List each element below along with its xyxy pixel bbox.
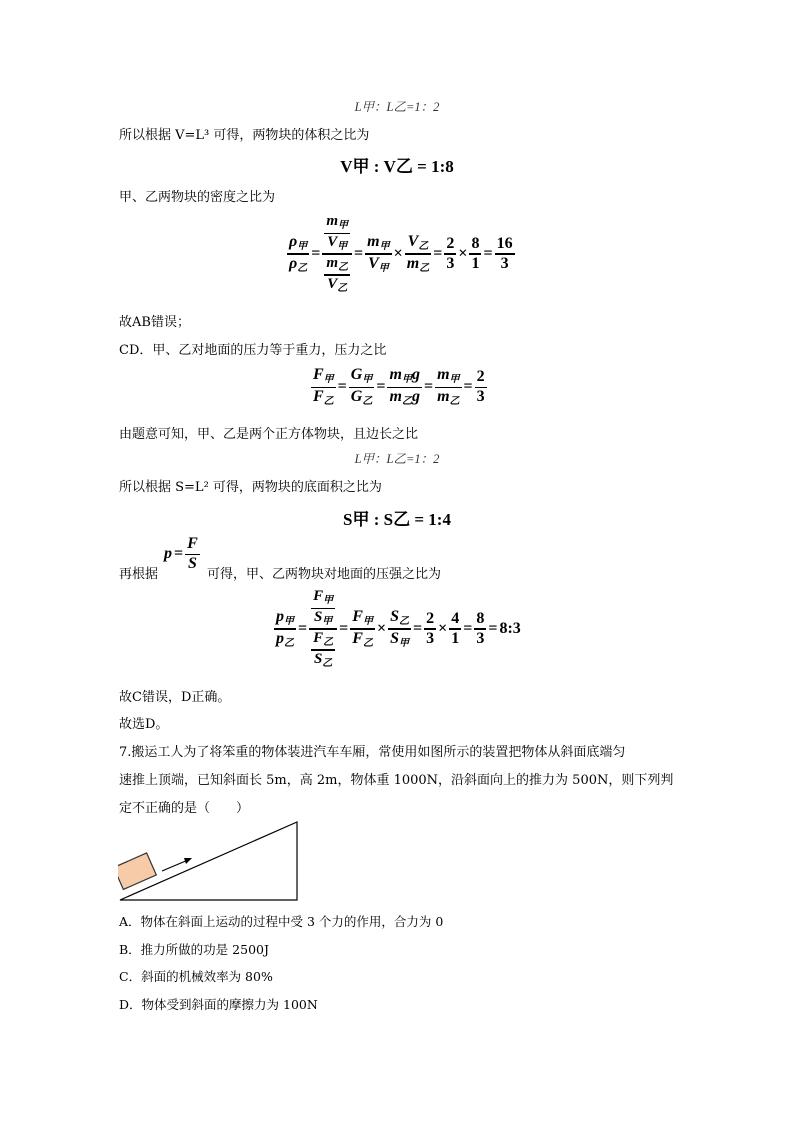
density-ratio-fraction: $\frac{\rho_甲}{\rho_乙}$ [289, 232, 308, 274]
choose-d: 故选D。 [119, 717, 169, 732]
volume-intro: 所以根据 V=L³ 可得，两物块的体积之比为 [119, 128, 370, 143]
density-equation: $\frac{\rho_甲}{\rho_乙}$ = $\frac{\frac{m_甲}{V_甲}}{\frac{m_乙}{V_乙}}$ = $\frac{m_甲}{V_甲}$ × $\frac{V_乙}{m_乙}$ = $\frac{2}{3}$ × $\frac{8}{1}$ = $\frac{16}{3}$ [289, 213, 513, 294]
c-wrong-note: 故C错误，D正确。 [119, 690, 231, 705]
volume-ratio: V甲 : V乙 = 1:8 [340, 157, 454, 176]
edge-intro: 由题意可知，甲、乙是两个正方体物块，且边长之比 [119, 427, 419, 442]
pressure-intro-post: 可得，甲、乙两物块对地面的压强之比为 [207, 567, 442, 582]
question-line-3: 定不正确的是（ ） [119, 801, 250, 816]
ratio-edge-text-1: L甲：L乙=1：2 [354, 100, 440, 114]
pressure-intro-pre: 再根据 [119, 567, 159, 582]
pressure-equation: $\frac{p_甲}{p_乙}$ = $\frac{\frac{F_甲}{S_甲}}{\frac{F_乙}{S_乙}}$ = $\frac{F_甲}{F_乙}$ × $\frac{S_乙}{S_甲}$ = $\frac{2}{3}$ × $\frac{4}{1}$ = $\frac{8}{3}$ = 8:3 [276, 588, 521, 669]
question-text-1: 搬运工人为了将笨重的物体装进汽车车厢，常使用如图所示的装置把物体从斜面底端匀 [131, 745, 626, 760]
block [118, 853, 156, 889]
option-c: C．斜面的机械效率为 80% [119, 969, 273, 984]
ratio-edge-line-1 [0, 97, 794, 115]
density-compound-fraction: $\frac{\frac{m_甲}{V_甲}}{\frac{m_乙}{V_乙}}$ [322, 214, 352, 294]
ratio-edge-text-2: L甲：L乙=1：2 [354, 452, 440, 466]
arrow-head-icon [184, 858, 192, 864]
area-ratio: S甲 : S乙 = 1:4 [343, 510, 451, 529]
area-intro: 所以根据 S=L² 可得，两物块的底面积之比为 [119, 480, 382, 495]
option-a: A．物体在斜面上运动的过程中受 3 个力的作用，合力为 0 [119, 914, 444, 929]
ab-wrong-note: 故AB错误； [119, 315, 190, 330]
push-force-arrow [162, 860, 188, 871]
force-equation: $\frac{F_甲}{F_乙}$ = $\frac{G_甲}{G_乙}$ = $\frac{m_甲g}{m_乙g}$ = $\frac{m_甲}{m_乙}$ = $\frac{2}{3}$ [313, 366, 485, 407]
option-d: D．物体受到斜面的摩擦力为 100N [119, 997, 318, 1012]
incline-diagram [118, 820, 303, 902]
cd-intro: CD．甲、乙对地面的压力等于重力，压力之比 [119, 343, 387, 358]
question-line-2: 速推上顶端，已知斜面长 5m，高 2m，物体重 1000N，沿斜面向上的推力为 500N，则下列判 [119, 773, 674, 788]
density-intro: 甲、乙两物块的密度之比为 [119, 190, 276, 205]
option-b: B．推力所做的功是 2500J [119, 942, 269, 957]
question-line-1 [119, 741, 625, 760]
question-number: 7. [119, 745, 132, 760]
ratio-edge-line-2 [0, 449, 794, 467]
pressure-formula: p = $\frac{F}{S}$ [164, 535, 198, 573]
